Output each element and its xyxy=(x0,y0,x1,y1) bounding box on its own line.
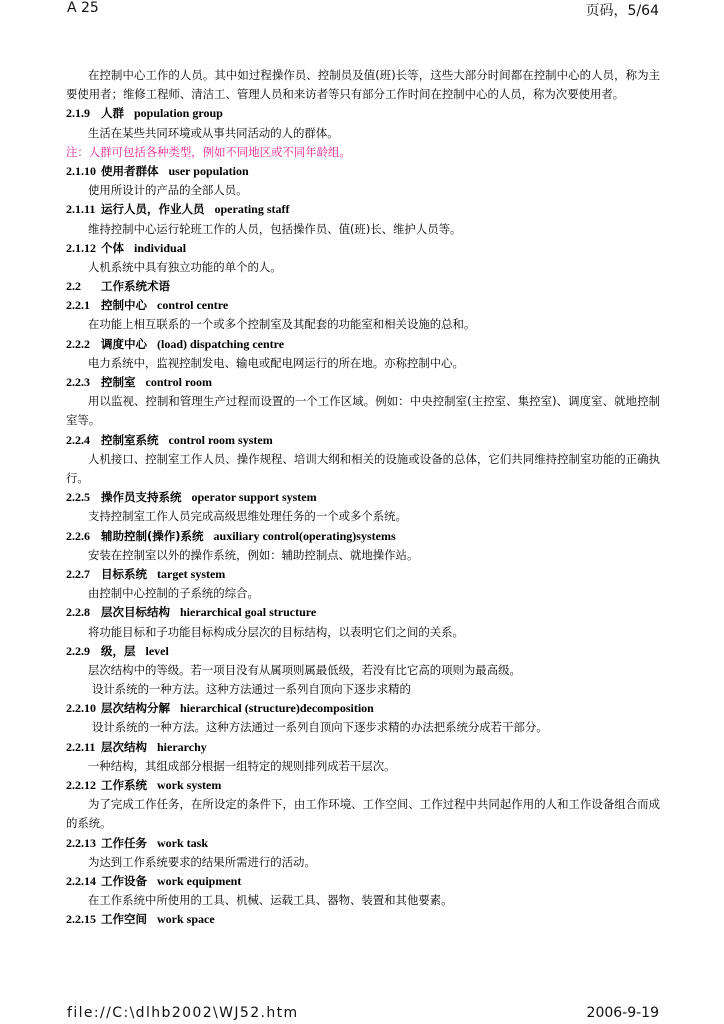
term-chinese: 工作空间 xyxy=(101,912,147,927)
term-english: (load) dispatching centre xyxy=(157,336,285,351)
term-definition: 由控制中心控制的子系统的综合。 xyxy=(88,586,259,601)
term-number: 2.1.11 xyxy=(66,202,96,217)
term-definition: 人机接口、控制室工作人员、操作规程、培训大纲和相关的设施或设备的总体，它们共同维持控制室功能的正确执行。 xyxy=(66,451,660,486)
term-number: 2.2.2 xyxy=(66,336,90,351)
term-english: work task xyxy=(157,835,209,850)
term-chinese: 控制室系统 xyxy=(101,432,159,447)
term-chinese: 目标系统 xyxy=(101,566,147,581)
term-number: 2.2.12 xyxy=(66,778,96,793)
term-heading xyxy=(66,603,660,622)
term-number: 2.2.7 xyxy=(66,566,90,581)
term-chinese: 辅助控制(操作)系统 xyxy=(101,528,204,543)
term-heading xyxy=(66,296,660,315)
term-definition: 用以监视、控制和管理生产过程而设置的一个工作区域。例如：中央控制室(主控室、集控室)、调度室、就地控制室等。 xyxy=(66,394,660,428)
term-number: 2.1.9 xyxy=(66,106,90,121)
term-definition-fragment: 设计系统的一种方法。这种方法通过一系列自顶向下逐步求精的 xyxy=(92,682,411,697)
term-heading xyxy=(66,527,660,546)
term-definition: 维持控制中心运行轮班工作的人员，包括操作员、值(班)长、维护人员等。 xyxy=(88,221,462,236)
term-heading xyxy=(66,431,660,450)
term-definition: 在工作系统中所使用的工具、机械、运载工具、器物、装置和其他要素。 xyxy=(88,893,453,908)
footer-date: 2006-9-19 xyxy=(586,1005,659,1021)
term-english: operator support system xyxy=(191,490,317,505)
term-definition: 生活在某些共同环境或从事共同活动的人的群体。 xyxy=(88,125,339,140)
term-number: 2.2.13 xyxy=(66,835,96,850)
term-heading xyxy=(66,239,660,258)
term-number: 2.2.1 xyxy=(66,298,90,313)
term-definition: 一种结构，其组成部分根据一组特定的规则排列成若干层次。 xyxy=(88,758,396,773)
term-english: control room system xyxy=(168,432,273,447)
header-page-number: 页码，5/64 xyxy=(585,3,659,19)
term-note: 注：人群可包括各种类型，例如不同地区或不同年龄组。 xyxy=(66,144,351,159)
term-chinese: 层次结构分解 xyxy=(101,701,170,716)
term-number: 2.2.4 xyxy=(66,432,90,447)
term-number: 2.2.9 xyxy=(66,643,90,658)
term-chinese: 人群 xyxy=(101,106,124,121)
term-chinese: 级，层 xyxy=(101,643,136,658)
intro-paragraph: 在控制中心工作的人员。其中如过程操作员、控制员及值(班)长等，这些大部分时间都在控制中心的人员，称为主要使用者；维修工程师、清洁工、管理人员和来访者等只有部分工作时间在控制中心的人员，称为次要使用者。 xyxy=(66,68,660,102)
term-english: population group xyxy=(134,106,223,121)
term-chinese: 个体 xyxy=(101,240,124,255)
term-definition: 为达到工作系统要求的结果所需进行的活动。 xyxy=(88,854,316,869)
section-title: 工作系统术语 xyxy=(101,279,170,294)
term-english: hierarchical (structure)decomposition xyxy=(180,701,374,716)
term-heading xyxy=(66,488,660,507)
term-english: work equipment xyxy=(157,874,242,888)
term-english: work system xyxy=(157,778,222,793)
term-heading xyxy=(66,642,660,661)
term-chinese: 工作设备 xyxy=(101,874,147,888)
term-heading xyxy=(66,910,660,929)
section-heading xyxy=(66,277,660,296)
term-definition: 将功能目标和子功能目标构成分层次的目标结构，以表明它们之间的关系。 xyxy=(88,624,464,639)
term-heading xyxy=(66,335,660,354)
term-definition: 在功能上相互联系的一个或多个控制室及其配套的功能室和相关设施的总和。 xyxy=(88,317,476,332)
term-heading xyxy=(66,162,660,181)
term-number: 2.2.11 xyxy=(66,739,96,754)
term-definition: 使用所设计的产品的全部人员。 xyxy=(88,183,248,198)
term-heading xyxy=(66,699,660,718)
term-number: 2.2.14 xyxy=(66,874,96,888)
term-chinese: 调度中心 xyxy=(101,336,147,351)
term-heading xyxy=(66,776,660,795)
term-number: 2.2.3 xyxy=(66,375,90,390)
term-number: 2.2.10 xyxy=(66,701,96,716)
footer-file-path: file://C:\dlhb2002\WJ52.htm xyxy=(67,1005,299,1021)
page-header xyxy=(0,0,724,18)
term-definition: 为了完成工作任务，在所设定的条件下，由工作环境、工作空间、工作过程中共同起作用的人和工作设备组合而成的系统。 xyxy=(66,797,660,831)
term-definition: 人机系统中具有独立功能的单个的人。 xyxy=(88,259,282,274)
term-heading xyxy=(66,104,660,123)
term-definition: 设计系统的一种方法。这种方法通过一系列自顶向下逐步求精的办法把系统分成若干部分。 xyxy=(92,720,548,735)
term-english: target system xyxy=(157,566,226,581)
term-english: level xyxy=(145,643,169,658)
term-number: 2.2.8 xyxy=(66,605,90,620)
term-english: individual xyxy=(134,240,187,255)
term-number: 2.1.10 xyxy=(66,163,96,178)
term-chinese: 层次目标结构 xyxy=(101,605,170,620)
term-heading xyxy=(66,565,660,584)
term-english: hierarchical goal structure xyxy=(180,605,317,620)
header-doc-code: A 25 xyxy=(67,0,99,16)
term-english: auxiliary control(operating)systems xyxy=(213,528,396,543)
term-chinese: 控制中心 xyxy=(101,298,147,313)
term-english: user population xyxy=(168,163,249,178)
term-chinese: 使用者群体 xyxy=(101,163,159,178)
term-chinese: 控制室 xyxy=(101,375,136,390)
term-chinese: 运行人员，作业人员 xyxy=(101,202,205,217)
section-number: 2.2 xyxy=(66,279,81,294)
term-number: 2.2.15 xyxy=(66,912,96,927)
page-footer xyxy=(0,1005,724,1023)
term-number: 2.1.12 xyxy=(66,240,96,255)
term-definition: 层次结构中的等级。若一项目没有从属项则属最低级，若没有比它高的项则为最高级。 xyxy=(88,662,521,677)
term-heading xyxy=(66,373,660,392)
term-chinese: 工作任务 xyxy=(101,835,147,850)
term-number: 2.2.6 xyxy=(66,528,90,543)
term-chinese: 操作员支持系统 xyxy=(101,490,182,505)
term-definition: 支持控制室工作人员完成高级思维处理任务的一个或多个系统。 xyxy=(88,509,407,524)
term-english: control room xyxy=(145,375,213,390)
term-chinese: 层次结构 xyxy=(101,739,147,754)
term-english: work space xyxy=(157,912,215,927)
term-definition: 安装在控制室以外的操作系统，例如：辅助控制点、就地操作站。 xyxy=(88,547,419,562)
term-english: operating staff xyxy=(214,202,290,217)
term-number: 2.2.5 xyxy=(66,490,90,505)
term-heading xyxy=(66,872,660,891)
term-english: control centre xyxy=(157,298,229,313)
term-chinese: 工作系统 xyxy=(101,778,147,793)
term-english: hierarchy xyxy=(157,739,207,754)
document-body xyxy=(66,66,660,930)
term-heading xyxy=(66,738,660,757)
term-definition: 电力系统中，监视控制发电、输电或配电网运行的所在地。亦称控制中心。 xyxy=(88,355,464,370)
term-heading xyxy=(66,200,660,219)
term-heading xyxy=(66,834,660,853)
